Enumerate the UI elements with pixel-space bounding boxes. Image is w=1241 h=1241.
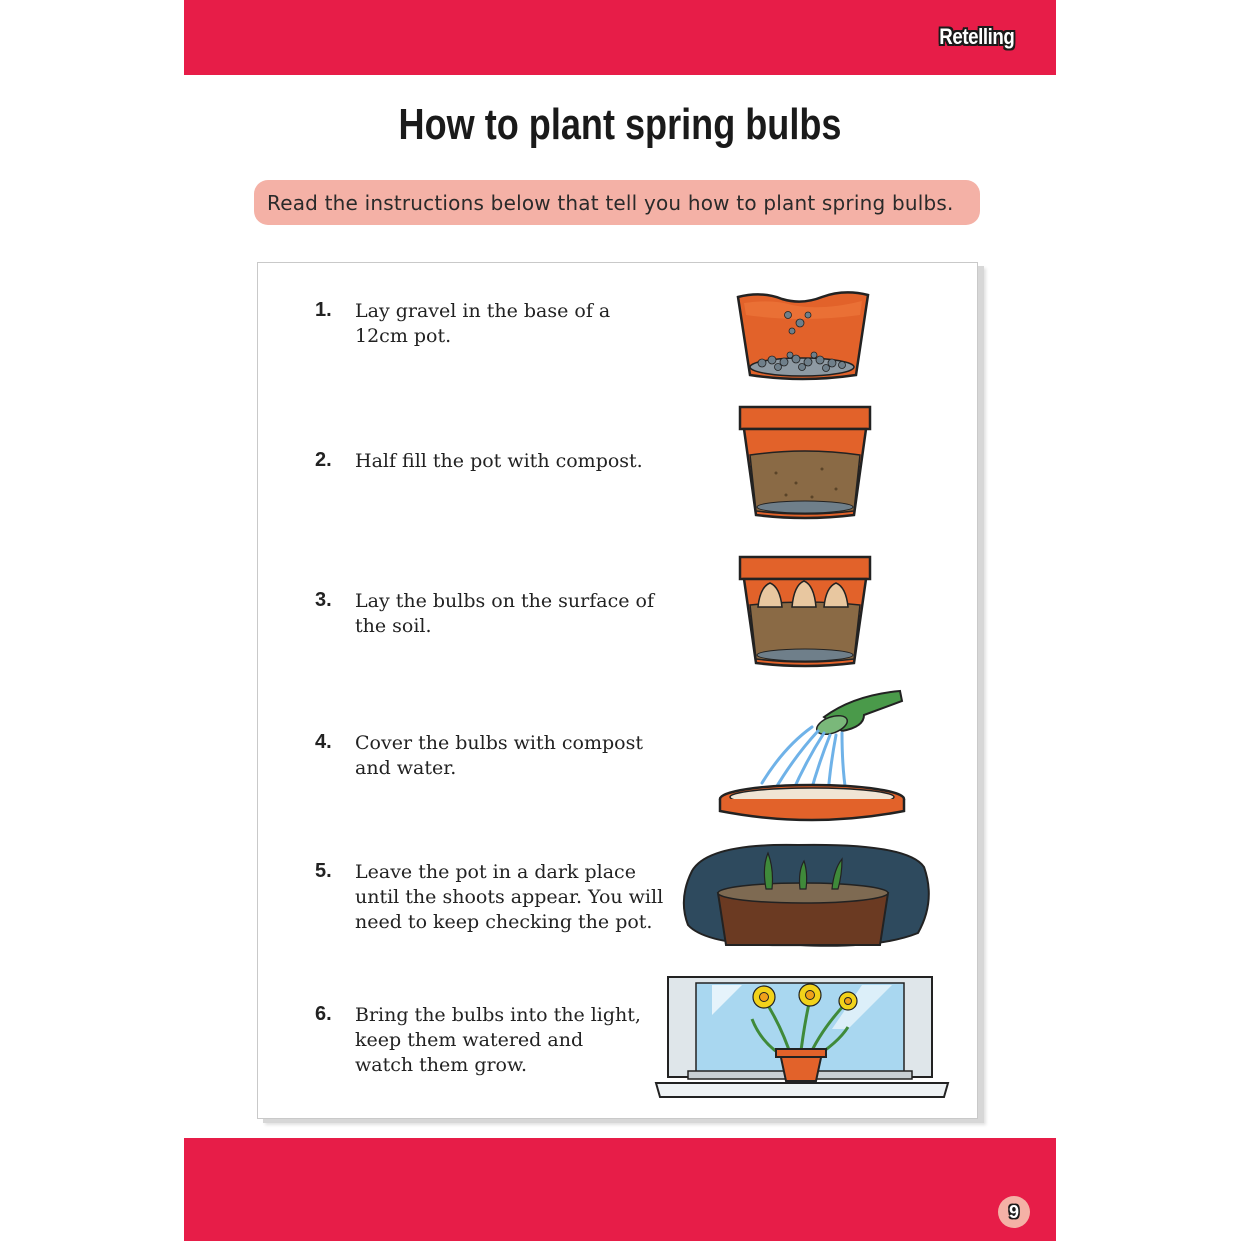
step-number: 2. — [315, 449, 332, 471]
bottom-banner — [184, 1138, 1056, 1241]
page-title: How to plant spring bulbs — [398, 100, 842, 149]
step-text: Lay the bulbs on the surface of the soil. — [355, 590, 654, 637]
page-number: 9 — [998, 1196, 1030, 1228]
step-text: Bring the bulbs into the light, keep them watered and watch them grow. — [355, 1004, 641, 1076]
watering-can-pot-illustration — [714, 687, 910, 825]
pot-with-gravel-illustration — [732, 289, 872, 385]
top-banner — [184, 0, 1056, 75]
step-text: Leave the pot in a dark place until the shoots appear. You will need to keep checking the pot. — [355, 861, 664, 933]
step-number: 4. — [315, 731, 332, 753]
step-number: 3. — [315, 589, 332, 611]
step-3 — [315, 589, 660, 639]
step-text: Half fill the pot with compost. — [355, 450, 643, 472]
pot-half-filled-compost-illustration — [736, 403, 874, 523]
pot-in-dark-place-illustration — [678, 841, 934, 951]
step-number: 6. — [315, 1003, 332, 1025]
section-tag: Retelling — [938, 24, 1014, 49]
step-6 — [315, 1003, 645, 1078]
step-1 — [315, 299, 625, 349]
step-number: 1. — [315, 299, 332, 321]
step-text: Lay gravel in the base of a 12cm pot. — [355, 300, 611, 347]
step-2 — [315, 449, 675, 474]
instruction-text: Read the instructions below that tell you how to plant spring bulbs. — [267, 190, 954, 215]
step-4 — [315, 731, 655, 781]
daffodils-on-windowsill-illustration — [652, 975, 952, 1101]
instructions-card — [257, 262, 978, 1119]
step-text: Cover the bulbs with compost and water. — [355, 732, 643, 779]
step-5 — [315, 860, 670, 935]
instruction-bar — [254, 180, 980, 225]
pot-with-bulbs-illustration — [736, 553, 874, 671]
step-number: 5. — [315, 860, 332, 882]
